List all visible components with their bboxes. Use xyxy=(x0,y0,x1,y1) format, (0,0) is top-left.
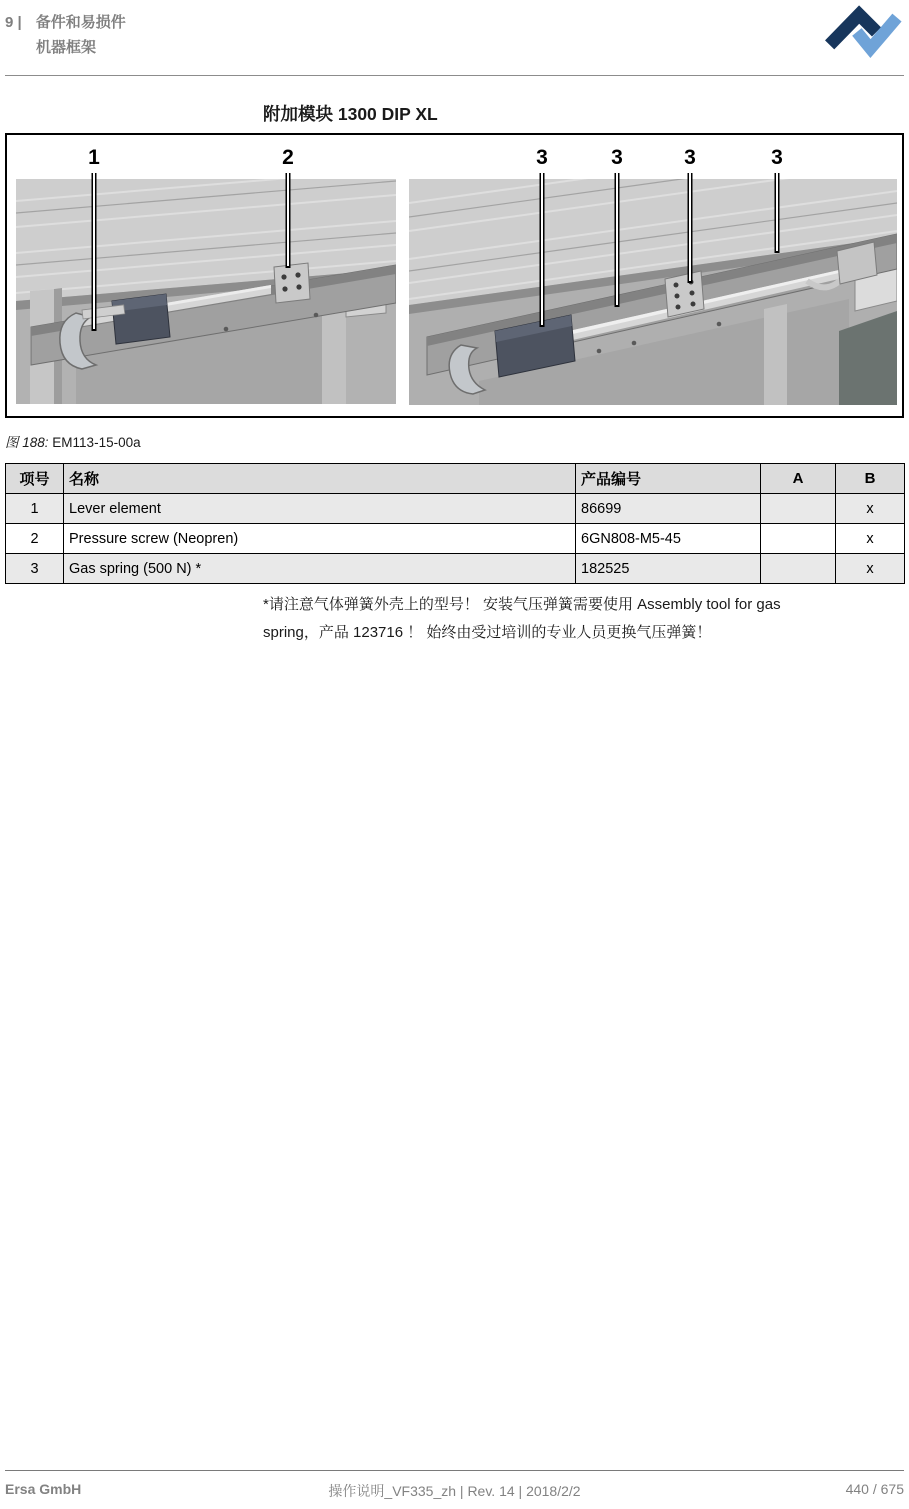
callout-label-3c: 3 xyxy=(684,146,696,169)
header-chapter-title: 备件和易损件 xyxy=(35,14,126,31)
callout-label-2: 2 xyxy=(282,146,294,169)
header-page-number: 9 | xyxy=(5,14,22,31)
footer-document-info: 操作说明_VF335_zh | Rev. 14 | 2018/2/2 xyxy=(328,1483,581,1499)
footer-divider xyxy=(5,1470,904,1471)
footer-page-number: 440 / 675 xyxy=(845,1481,904,1497)
cell-part: 6GN808-M5-45 xyxy=(576,524,761,554)
cell-part: 182525 xyxy=(576,554,761,584)
page-footer xyxy=(5,1481,904,1501)
callout-label-3d: 3 xyxy=(771,146,783,169)
cell-item: 2 xyxy=(6,524,64,554)
cell-name: Gas spring (500 N) * xyxy=(64,554,576,584)
gas-spring-footnote xyxy=(263,591,909,647)
parts-table-header-row xyxy=(6,464,905,494)
header-divider xyxy=(5,75,904,76)
cell-b: x xyxy=(836,494,905,524)
figure-caption-label: 图 188: xyxy=(5,435,49,450)
cell-name: Lever element xyxy=(64,494,576,524)
header-chapter-subtitle: 机器框架 xyxy=(36,39,97,56)
col-header-item: 项号 xyxy=(6,464,64,494)
cell-a xyxy=(761,524,836,554)
parts-table xyxy=(5,463,905,584)
callout-label-3a: 3 xyxy=(536,146,548,169)
table-row xyxy=(6,494,905,524)
footer-company: Ersa GmbH xyxy=(5,1481,82,1497)
footnote-line: spring，产品 123716 ！ 始终由受过培训的专业人员更换气压弹簧！ xyxy=(263,624,712,641)
callout-leader-lines xyxy=(7,135,902,416)
cell-item: 3 xyxy=(6,554,64,584)
cell-b: x xyxy=(836,554,905,584)
cell-name: Pressure screw (Neopren) xyxy=(64,524,576,554)
figure-caption xyxy=(5,431,141,451)
col-header-b: B xyxy=(836,464,905,494)
kurtz-ersa-logo-icon xyxy=(813,4,903,66)
footnote-line: *请注意气体弹簧外壳上的型号！ 安装气压弹簧需要使用 Assembly tool for gas xyxy=(263,596,781,613)
callout-label-1: 1 xyxy=(88,146,100,169)
table-row xyxy=(6,554,905,584)
figure-caption-ref: EM113-15-00a xyxy=(52,435,141,450)
cell-b: x xyxy=(836,524,905,554)
table-row xyxy=(6,524,905,554)
figure-box xyxy=(5,133,904,418)
cell-part: 86699 xyxy=(576,494,761,524)
col-header-a: A xyxy=(761,464,836,494)
col-header-part: 产品编号 xyxy=(576,464,761,494)
cell-item: 1 xyxy=(6,494,64,524)
figure-title: 附加模块 1300 DIP XL xyxy=(263,104,438,124)
page-header xyxy=(5,10,126,60)
cell-a xyxy=(761,494,836,524)
col-header-name: 名称 xyxy=(64,464,576,494)
cell-a xyxy=(761,554,836,584)
callout-label-3b: 3 xyxy=(611,146,623,169)
